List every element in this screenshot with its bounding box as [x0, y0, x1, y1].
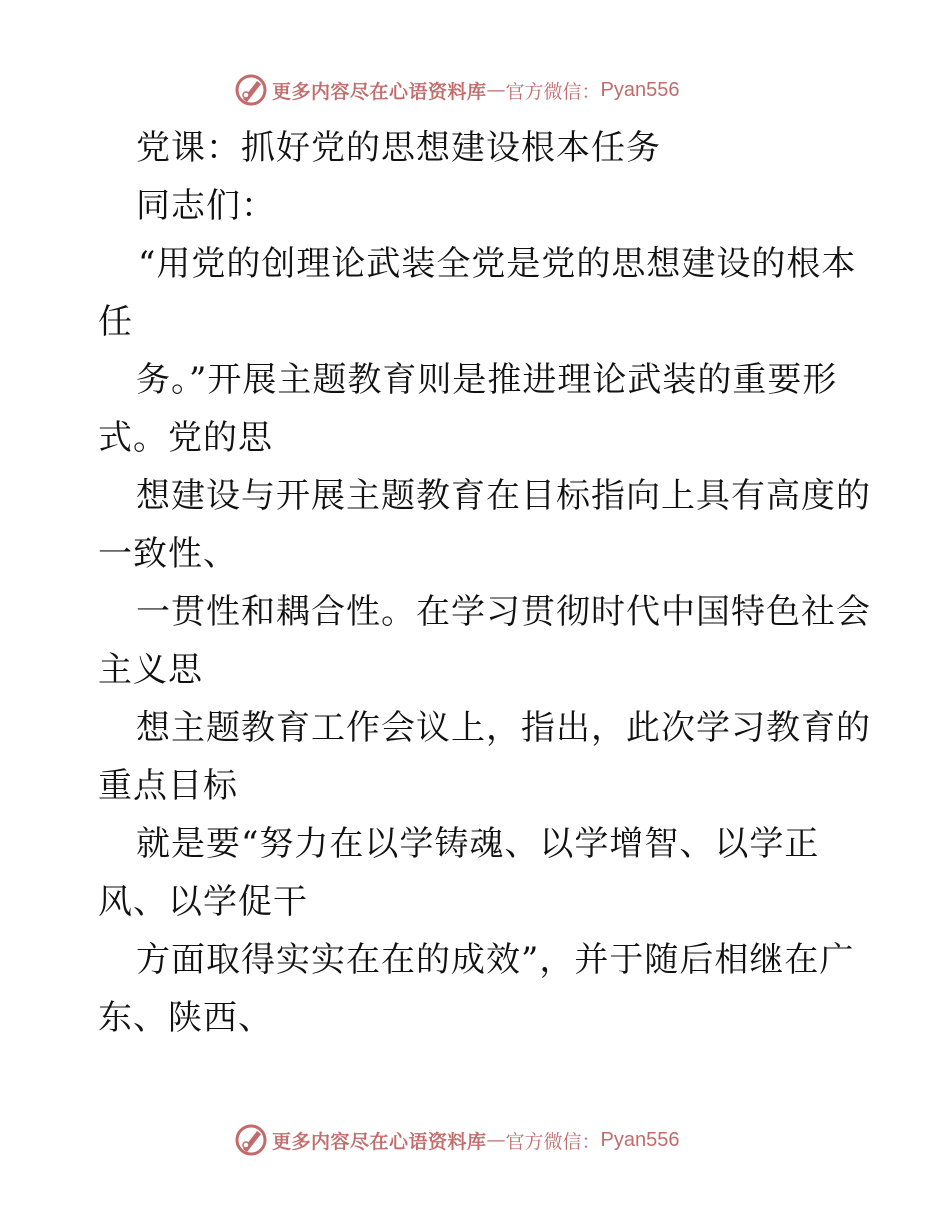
watermark-wechat-id: Pyan556 [600, 78, 680, 101]
footer-watermark [234, 1122, 680, 1158]
salutation: 同志们： [136, 186, 276, 226]
paragraph-line: 重点目标 [98, 766, 238, 806]
paragraph-line: 一贯性和耦合性。在学习贯彻时代中国特色社会 [136, 592, 871, 632]
pen-circle-icon [234, 73, 268, 107]
paragraph-line: 就是要“努力在以学铸魂、以学增智、以学正 [136, 824, 820, 864]
header-watermark [234, 72, 680, 108]
watermark-separator: — [486, 79, 506, 101]
watermark-wechat-id: Pyan556 [600, 1128, 680, 1151]
paragraph-line: 东、陕西、 [98, 998, 273, 1038]
paragraph-line: 想建设与开展主题教育在目标指向上具有高度的 [136, 476, 871, 516]
paragraph-line: “用党的创理论武装全党是党的思想建设的根本 [138, 244, 857, 284]
paragraph-line: 式。党的思 [98, 418, 273, 458]
paragraph-line: 务。”开展主题教育则是推进理论武装的重要形 [136, 360, 838, 400]
document-title: 党课：抓好党的思想建设根本任务 [136, 128, 661, 168]
paragraph-line: 主义思 [98, 650, 203, 690]
watermark-site-text: 更多内容尽在心语资料库 [272, 1130, 487, 1153]
paragraph-line: 任 [98, 302, 133, 342]
watermark-site-text: 更多内容尽在心语资料库 [272, 80, 487, 103]
paragraph-line: 风、以学促干 [98, 882, 308, 922]
paragraph-line: 方面取得实实在在的成效”，并于随后相继在广 [136, 940, 855, 980]
watermark-wechat-label: 官方微信： [505, 80, 601, 103]
watermark-separator: — [486, 1129, 506, 1151]
paragraph-line: 一致性、 [98, 534, 238, 574]
paragraph-line: 想主题教育工作会议上，指出，此次学习教育的 [136, 708, 871, 748]
pen-circle-icon [234, 1123, 268, 1157]
watermark-wechat-label: 官方微信： [505, 1130, 601, 1153]
